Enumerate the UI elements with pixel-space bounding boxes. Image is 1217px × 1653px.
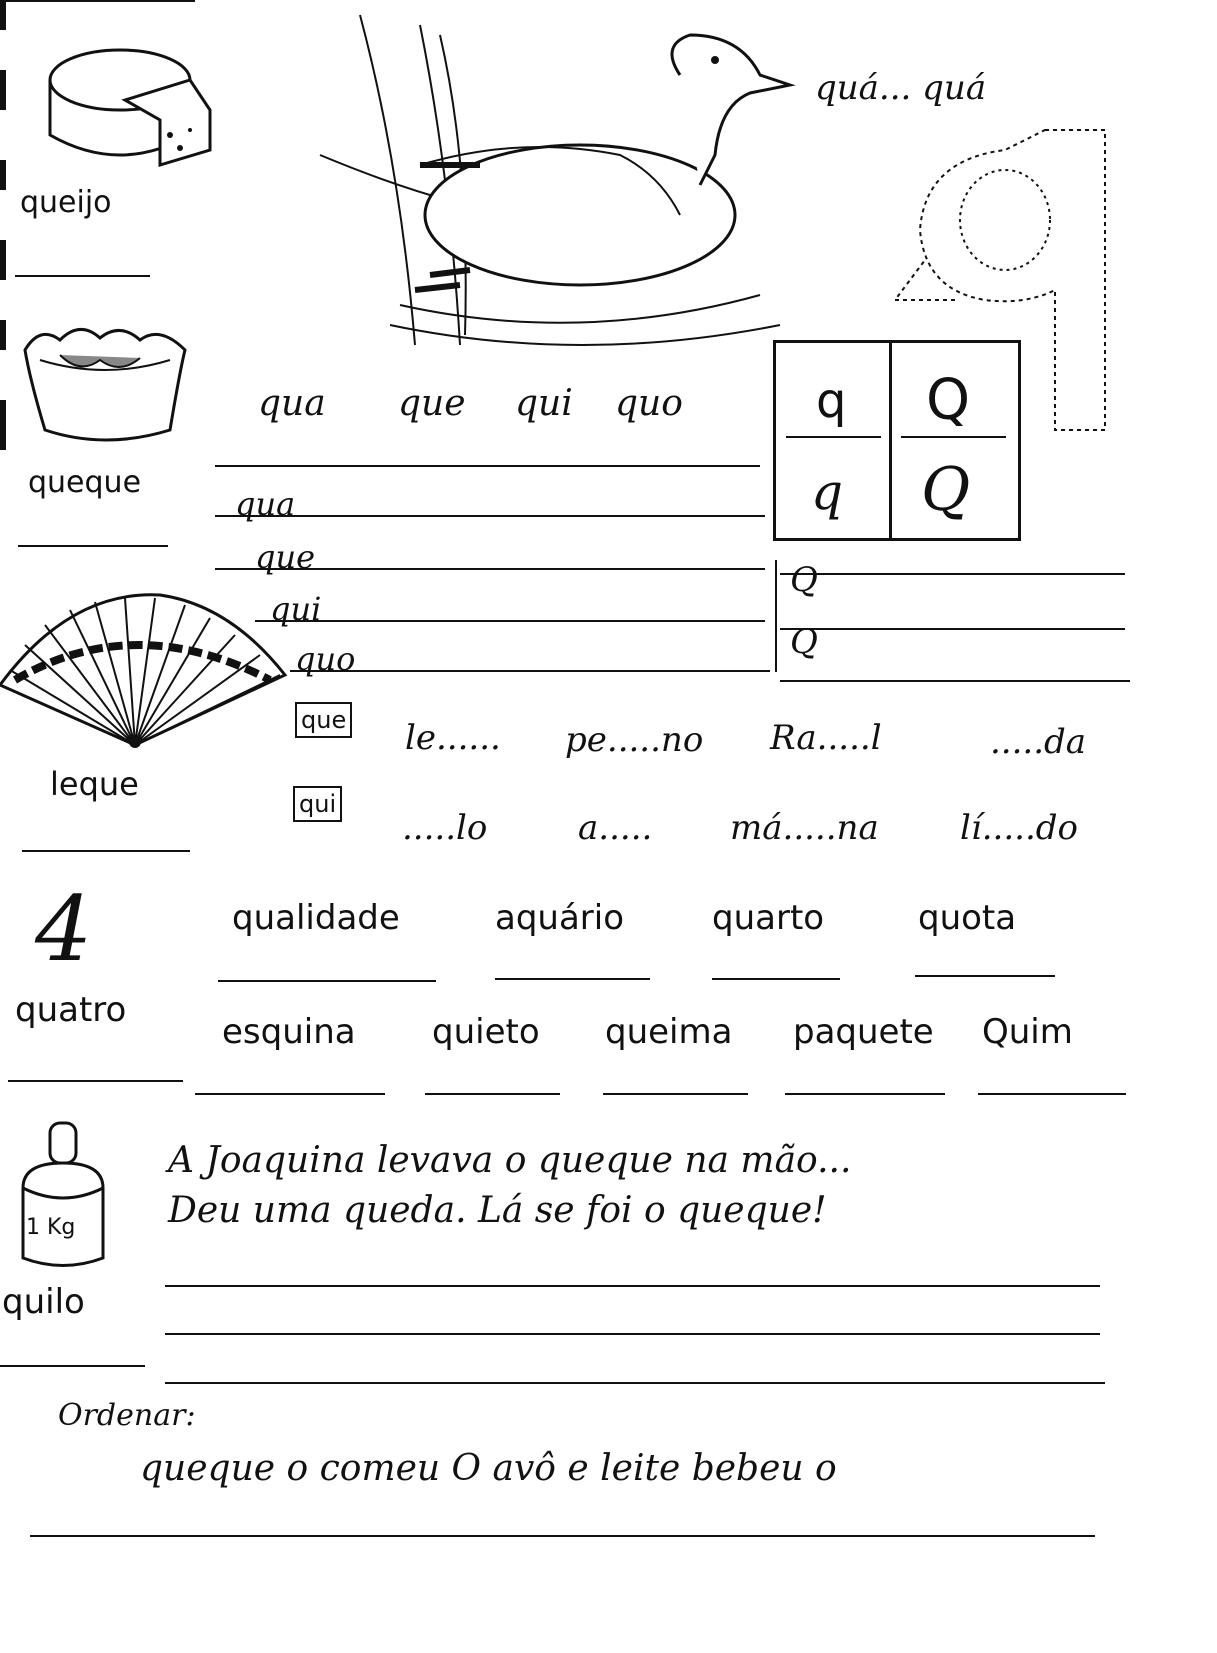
weight-label: 1 Kg	[26, 1215, 76, 1240]
queque-cake-icon	[20, 320, 190, 450]
syllable-que: que	[398, 383, 466, 424]
script-Q-sample: Q	[790, 622, 818, 662]
word: aquário	[495, 898, 625, 938]
copy-line	[255, 620, 765, 622]
copy-line	[290, 670, 770, 672]
fill-word: pe.....no	[565, 720, 704, 760]
weight-icon	[18, 1118, 108, 1278]
copy-line	[215, 568, 765, 570]
copy-que: que	[255, 538, 316, 576]
copy-line	[780, 573, 1125, 575]
fill-word: .....da	[990, 722, 1087, 762]
cheese-icon	[40, 40, 220, 180]
story-line-1: A Joaquina levava o queque na mão...	[168, 1140, 852, 1181]
ordenar-title: Ordenar:	[58, 1398, 196, 1433]
label-quilo: quilo	[2, 1282, 85, 1322]
fill-word: má.....na	[730, 808, 879, 848]
duck-icon	[320, 15, 790, 360]
fill-word: le......	[405, 718, 501, 758]
answer-line	[915, 975, 1055, 977]
edge-mark	[0, 240, 6, 280]
copy-line	[215, 515, 765, 517]
ordenar-words: queque o comeu O avô e leite bebeu o	[140, 1448, 837, 1489]
letter-print-upper: Q	[926, 368, 971, 433]
word: queima	[605, 1012, 733, 1052]
answer-line	[18, 545, 168, 547]
copy-line	[780, 680, 1130, 682]
fill-word: a.....	[578, 808, 653, 848]
word: quarto	[712, 898, 825, 938]
answer-line	[218, 980, 436, 982]
answer-line	[165, 1333, 1100, 1335]
fan-icon	[0, 590, 290, 755]
copy-qui: qui	[270, 590, 322, 628]
word: paquete	[793, 1012, 934, 1052]
letter-script-upper: Q	[921, 455, 971, 525]
answer-line	[215, 465, 760, 467]
syllable-box-qui: qui	[293, 786, 342, 822]
letter-print-lower: q	[816, 373, 847, 429]
letter-script-lower: q	[811, 463, 844, 521]
answer-line	[165, 1285, 1100, 1287]
answer-line	[425, 1093, 560, 1095]
answer-line	[0, 1365, 145, 1367]
edge-mark	[0, 160, 6, 190]
answer-line	[603, 1093, 748, 1095]
syllable-qui: qui	[515, 383, 573, 424]
fill-word: Ra.....l	[770, 718, 882, 758]
word: qualidade	[232, 898, 400, 938]
answer-line	[22, 850, 190, 852]
story-line-2: Deu uma queda. Lá se foi o queque!	[168, 1190, 827, 1231]
label-leque: leque	[50, 765, 139, 803]
duck-call: quá... quá	[815, 68, 987, 108]
answer-line	[15, 275, 150, 277]
label-queijo: queijo	[20, 185, 112, 220]
word: quota	[918, 898, 1017, 938]
answer-line	[712, 978, 840, 980]
fill-word: .....lo	[402, 808, 488, 848]
syllable-qua: qua	[258, 383, 326, 424]
answer-line	[30, 1535, 1095, 1537]
script-Q-bracket	[775, 560, 777, 672]
answer-line	[8, 1080, 183, 1082]
copy-qua: qua	[235, 485, 296, 523]
word: quieto	[432, 1012, 540, 1052]
edge-mark	[0, 0, 6, 30]
syllable-quo: quo	[615, 383, 683, 424]
top-rule	[0, 0, 195, 2]
answer-line	[165, 1382, 1105, 1384]
answer-line	[978, 1093, 1126, 1095]
answer-line	[785, 1093, 945, 1095]
script-Q-sample: Q	[790, 560, 818, 600]
answer-line	[495, 978, 650, 980]
label-quatro: quatro	[15, 990, 127, 1030]
edge-mark	[0, 320, 6, 350]
answer-line	[195, 1093, 385, 1095]
word: esquina	[222, 1012, 356, 1052]
edge-mark	[0, 400, 6, 450]
quatro-digit: 4	[35, 877, 93, 982]
copy-quo: quo	[295, 640, 356, 678]
copy-line	[780, 628, 1125, 630]
word: Quim	[982, 1012, 1073, 1052]
label-queque: queque	[28, 465, 142, 500]
edge-mark	[0, 70, 6, 110]
syllable-box-que: que	[295, 702, 352, 738]
fill-word: lí.....do	[960, 808, 1079, 848]
letter-table	[773, 340, 1021, 541]
